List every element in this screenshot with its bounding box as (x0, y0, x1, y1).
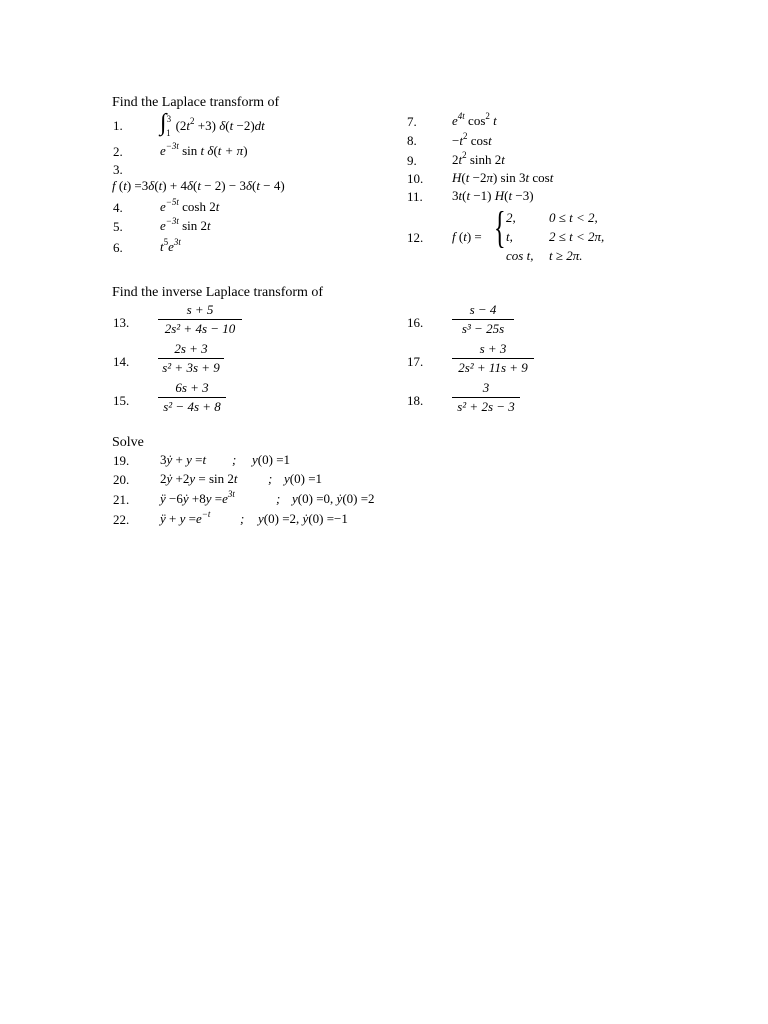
item-number: 10. (407, 171, 424, 186)
item-number: 19. (113, 453, 130, 468)
initial-condition: y(0) =0, ẏ(0) =2 (292, 491, 375, 506)
numerator: 3 (482, 380, 490, 395)
item-number: 22. (113, 512, 130, 527)
laplace-expr-1: ∫$^3_1$ $(2t^2 +3)$ δ(t −2)dt (160, 110, 265, 138)
separator: ; (232, 452, 237, 467)
piecewise-case-value: t, (506, 229, 513, 244)
numerator: 2s + 3 (174, 341, 208, 356)
denominator: s³ − 25s (461, 321, 505, 336)
solve-eq-20: 2ẏ +2y = sin 2t (160, 471, 238, 486)
numerator: s + 5 (186, 302, 214, 317)
item-number: 1. (113, 118, 123, 133)
item-number: 8. (407, 133, 417, 148)
item-number: 13. (113, 315, 130, 330)
laplace-expr-8: $-t^2$ cost (452, 131, 492, 148)
initial-condition: y(0) =1 (284, 471, 323, 486)
fraction-18 (452, 380, 520, 415)
item-number: 4. (113, 200, 123, 215)
item-number: 20. (113, 472, 130, 487)
solve-section-title: Solve (112, 435, 144, 450)
laplace-section-title: Find the Laplace transform of (112, 95, 280, 110)
denominator: s² − 4s + 8 (163, 399, 221, 414)
item-number: 5. (113, 219, 123, 234)
fraction-15 (158, 380, 226, 415)
laplace-expr-9: $2t^2$ sinh 2t (452, 150, 505, 167)
separator: ; (276, 491, 281, 506)
item-number: 18. (407, 393, 424, 408)
item-number: 21. (113, 492, 130, 507)
item-number: 14. (113, 354, 130, 369)
laplace-expr-2: $e^{-3t}$ sin t δ(t + π) (160, 141, 248, 158)
solve-eq-19: 3ẏ + y =t (160, 452, 207, 467)
piecewise-brace: { (494, 203, 506, 252)
inverse-section-title: Find the inverse Laplace transform of (112, 285, 324, 300)
laplace-expr-4: $e^{-5t}$ cosh 2t (160, 197, 220, 214)
piecewise-lhs: f (t) = (452, 229, 482, 244)
item-number: 12. (407, 230, 424, 245)
item-number: 16. (407, 315, 424, 330)
item-number: 17. (407, 354, 424, 369)
denominator: 2s² + 4s − 10 (164, 321, 236, 336)
item-number: 3. (113, 162, 123, 177)
initial-condition: y(0) =1 (252, 452, 291, 467)
laplace-expr-11: 3t(t −1) H(t −3) (452, 188, 534, 203)
laplace-expr-10: H(t −2π) sin 3t cost (452, 170, 554, 185)
laplace-expr-3: f (t) =3δ(t) + 4δ(t − 2) − 3δ(t − 4) (112, 178, 285, 193)
item-number: 2. (113, 144, 123, 159)
laplace-expr-7: $e^{4t}$ $\cos^2 t$ (452, 111, 497, 128)
piecewise-case-value: cos t, (506, 248, 534, 263)
fraction-16 (452, 302, 514, 337)
piecewise-case-cond: t ≥ 2π. (549, 248, 583, 263)
initial-condition: y(0) =2, ẏ(0) =−1 (258, 511, 348, 526)
piecewise-case-cond: 0 ≤ t < 2, (549, 210, 598, 225)
item-number: 11. (407, 189, 423, 204)
solve-eq-22: ÿ + $y =e^{-t}$ (160, 509, 211, 526)
separator: ; (240, 511, 245, 526)
fraction-13 (158, 302, 242, 337)
laplace-expr-6: $t^5e^{3t}$ (160, 237, 181, 254)
item-number: 6. (113, 240, 123, 255)
denominator: s² + 2s − 3 (457, 399, 515, 414)
denominator: s² + 3s + 9 (162, 360, 220, 375)
fraction-14 (158, 341, 224, 376)
solve-eq-21: ÿ −6ẏ $+8y =e^{3t}$ (160, 489, 235, 506)
laplace-expr-5: $e^{-3t}$ sin 2t (160, 216, 211, 233)
separator: ; (268, 471, 273, 486)
denominator: 2s² + 11s + 9 (458, 360, 528, 375)
item-number: 15. (113, 393, 130, 408)
numerator: 6s + 3 (175, 380, 209, 395)
numerator: s − 4 (469, 302, 497, 317)
item-number: 7. (407, 114, 417, 129)
piecewise-case-value: 2, (506, 210, 516, 225)
item-number: 9. (407, 153, 417, 168)
numerator: s + 3 (479, 341, 507, 356)
fraction-17 (452, 341, 534, 376)
piecewise-case-cond: 2 ≤ t < 2π, (549, 229, 605, 244)
